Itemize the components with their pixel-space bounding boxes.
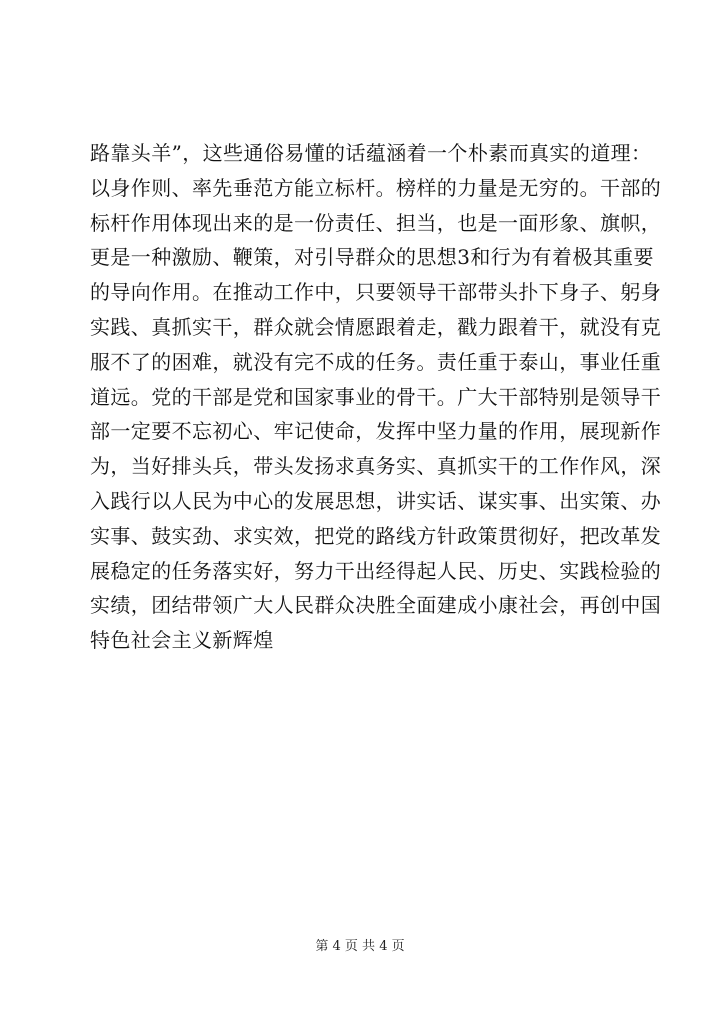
- page-number-label: 第 4 页 共 4 页: [315, 939, 405, 954]
- text-line: 以身作则、率先垂范方能立标杆。榜样的力量是无穷的。干部的: [90, 175, 662, 200]
- body-paragraph: [90, 136, 662, 658]
- text-line: 为，当好排头兵，带头发扬求真务实、真抓实干的工作作风，深: [90, 454, 662, 479]
- text-line: 标杆作用体现出来的是一份责任、担当，也是一面形象、旗帜，: [90, 210, 662, 235]
- text-line: 部一定要不忘初心、牢记使命，发挥中坚力量的作用，展现新作: [90, 419, 662, 444]
- text-line: 入践行以人民为中心的发展思想，讲实话、谋实事、出实策、办: [90, 488, 662, 513]
- text-line: 路靠头羊”，这些通俗易懂的话蕴涵着一个朴素而真实的道理：: [90, 141, 652, 165]
- page-footer: [0, 938, 720, 956]
- text-line: 服不了的困难，就没有完不成的任务。责任重于泰山，事业任重: [90, 349, 662, 374]
- text-line: 实绩，团结带领广大人民群众决胜全面建成小康社会，再创中国: [90, 593, 662, 618]
- text-line: 特色社会主义新辉煌: [90, 628, 274, 653]
- text-line: 更是一种激励、鞭策，对引导群众的思想3和行为有着极其重要: [90, 245, 654, 270]
- text-line: 的导向作用。在推动工作中，只要领导干部带头扑下身子、躬身: [90, 280, 662, 305]
- text-line: 道远。党的干部是党和国家事业的骨干。广大干部特别是领导干: [90, 384, 662, 409]
- text-line: 展稳定的任务落实好，努力干出经得起人民、历史、实践检验的: [90, 558, 662, 583]
- text-line: 实事、鼓实劲、求实效，把党的路线方针政策贯彻好，把改革发: [90, 523, 662, 548]
- text-line: 实践、真抓实干，群众就会情愿跟着走，戳力跟着干，就没有克: [90, 314, 662, 339]
